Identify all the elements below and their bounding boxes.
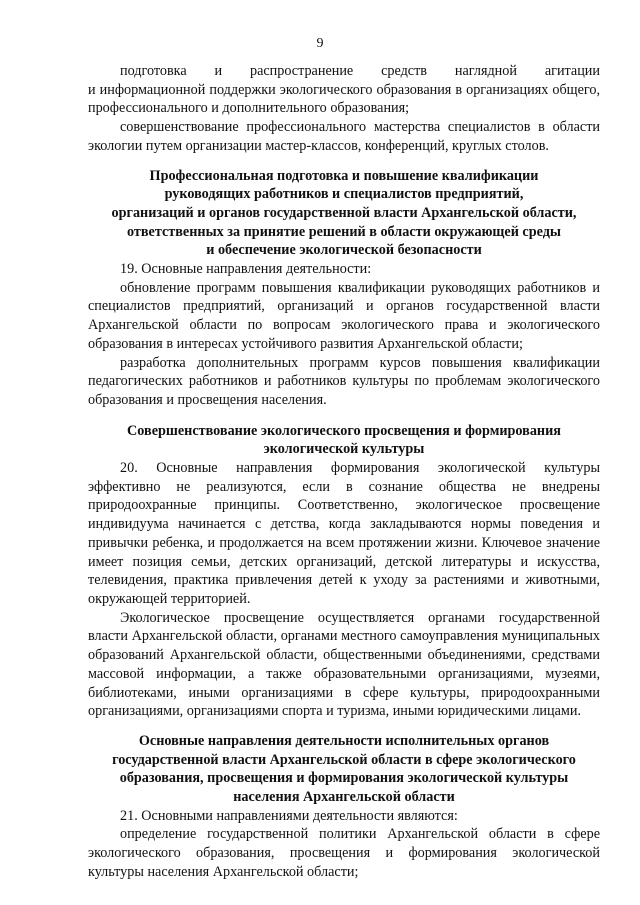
- section-heading-line: Совершенствование экологического просвещения и формирования: [127, 422, 561, 439]
- section-heading-line: Профессиональная подготовка и повышение квалификации: [149, 167, 539, 184]
- section-heading-line: государственной власти Архангельской области в сфере экологического: [112, 751, 576, 768]
- paragraph: определение государственной политики Архангельской области в сфере экологического образования, просвещения и формирования экологической культуры населения Архангельской области;: [88, 826, 600, 880]
- paragraph: обновление программ повышения квалификации руководящих работников и специалистов предприятий, организаций и органов государственной власти Архангельской области по вопросам экологического права и экологического образования в интересах устойчивого развития Архангельской области;: [88, 279, 600, 352]
- section-spacer: [88, 410, 600, 422]
- page-number: 9: [316, 36, 324, 51]
- paragraph: и информационной поддержки экологического образования в организациях общего, профессионального и дополнительного образования;: [88, 81, 600, 117]
- paragraph: подготовка и распространение средств наглядной агитации: [120, 63, 600, 79]
- section-heading-line: руководящих работников и специалистов предприятий,: [164, 186, 524, 203]
- document-body: [88, 62, 600, 882]
- paragraph: разработка дополнительных программ курсов повышения квалификации педагогических работников и работников культуры по проблемам экологического образования и просвещения населения.: [88, 354, 600, 408]
- section-heading: [88, 422, 600, 459]
- section-spacer: [88, 156, 600, 167]
- paragraph: Экологическое просвещение осуществляется органами государственной власти Архангельской области, органами местного самоуправления муниципальных образований Архангельской области, общественными объединениями, средствами массовой информации, а также образовательными организациями, музеями, библиотеками, иными организациями в сфере культуры, природоохранными организациями, организациями спорта и туризма, иными юридическими лицами.: [88, 609, 600, 720]
- paragraph: 21. Основными направлениями деятельности являются:: [120, 807, 458, 824]
- section-heading-line: Основные направления деятельности исполнительных органов: [138, 732, 550, 749]
- section-heading-line: организаций и органов государственной власти Архангельской области,: [111, 204, 577, 221]
- section-heading-line: экологической культуры: [263, 441, 425, 458]
- paragraph: 19. Основные направления деятельности:: [120, 261, 372, 278]
- paragraph: совершенствование профессионального мастерства специалистов в области экологии путем организации мастер-классов, конференций, круглых столов.: [88, 119, 600, 154]
- section-heading: [88, 167, 600, 261]
- section-heading-line: населения Архангельской области: [233, 789, 455, 806]
- section-heading-line: и обеспечение экологической безопасности: [206, 242, 482, 259]
- section-spacer: [88, 721, 600, 732]
- section-heading: [88, 732, 600, 807]
- section-heading-line: образования, просвещения и формирования экологической культуры: [119, 770, 569, 787]
- paragraph: 20. Основные направления формирования экологической культуры эффективно не реализуются, если в сознание общества не внедрены природоохранные принципы. Соответственно, экологическое просвещение индивидуума начинается с детства, когда закладываются нормы поведения и привычки ребенка, и продолжается на всем протяжении жизни. Ключевое значение имеет позиция семьи, детских организаций, детской литературы и искусства, телевидения, практика привлечения детей к уходу за растениями и животными, окружающей территорией.: [88, 460, 600, 607]
- section-heading-line: ответственных за принятие решений в области окружающей среды: [127, 223, 561, 240]
